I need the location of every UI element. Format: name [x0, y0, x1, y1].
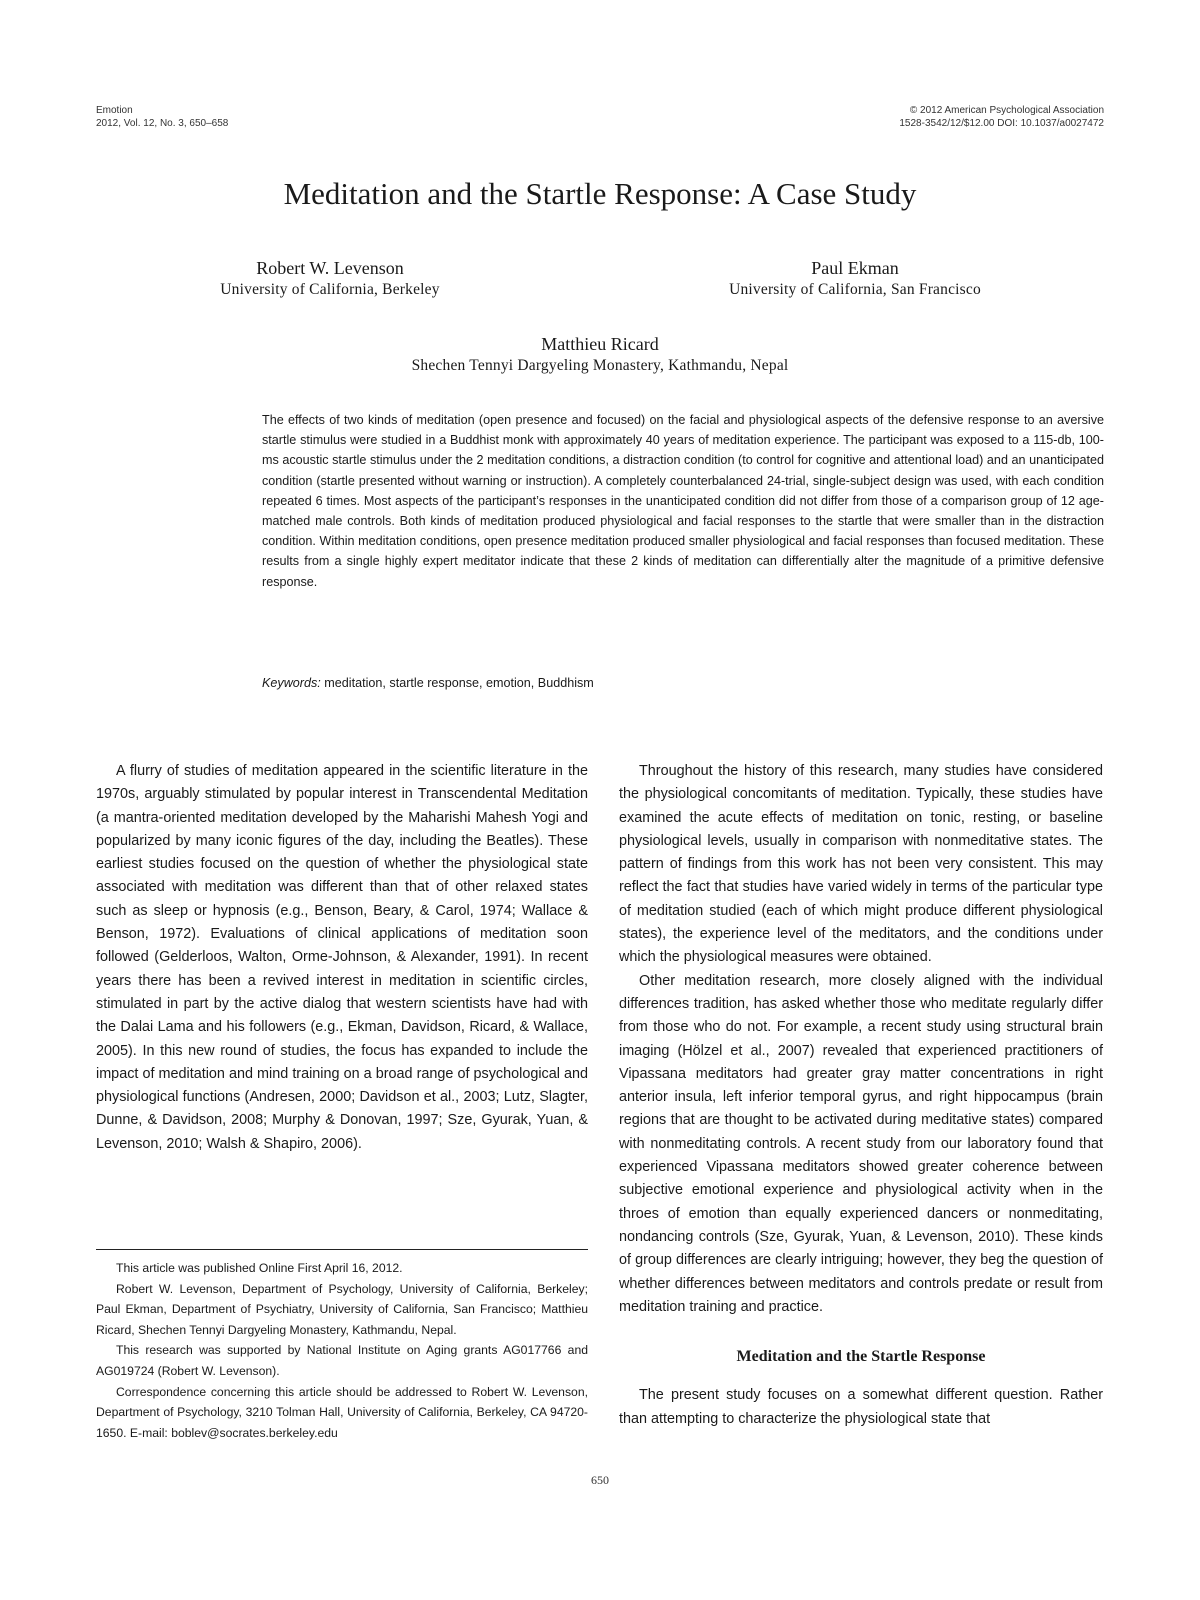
- author-name: Paul Ekman: [811, 258, 899, 278]
- author-affiliation: University of California, Berkeley: [220, 281, 440, 298]
- doi-line: 1528-3542/12/$12.00 DOI: 10.1037/a0027472: [899, 118, 1104, 129]
- journal-header: [96, 104, 228, 130]
- abstract: The effects of two kinds of meditation (open presence and focused) on the facial and physiological aspects of the defensive response to an aversive startle stimulus were studied in a Buddhist monk with approximately 40 years of meditation experience. The participant was exposed to a 115-db, 100-ms acoustic startle stimulus under the 2 meditation conditions, a distraction condition (to control for cognitive and attentional load) and an unanticipated condition (startle presented without warning or instruction). A completely counterbalanced 24-trial, single-subject design was used, with each condition repeated 6 times. Most aspects of the participant’s responses in the unanticipated condition did not differ from those of a comparison group of 12 age-matched male controls. Both kinds of meditation produced physiological and facial responses to the startle that were smaller than in the distraction condition. Within meditation conditions, open presence meditation produced smaller physiological and facial responses than focused meditation. These results from a single highly expert meditator indicate that these 2 kinds of meditation can differentially alter the magnitude of a primitive defensive response.: [262, 413, 1104, 589]
- body-paragraph: Other meditation research, more closely aligned with the individual differences tradition, has asked whether those who meditate regularly differ from those who do not. For example, a recent study using structural brain imaging (Hölzel et al., 2007) revealed that experienced practitioners of Vipassana meditators had greater gray matter concentrations in right anterior insula, left inferior temporal gyrus, and right hippocampus (brain regions that are thought to be activated during meditative states) compared with nonmeditating controls. A recent study from our laboratory found that experienced Vipassana meditators showed greater coherence between subjective emotional experience and physiological activity when in the throes of emotion than equally experienced dancers or nonmeditating, nondancing controls (Sze, Gyurak, Yuan, & Levenson, 2010). These kinds of group differences are clearly intriguing; however, they beg the question of whether differences between meditators and controls predate or result from meditation training and practice.: [619, 972, 1103, 1315]
- footnotes: [96, 1258, 588, 1443]
- footnote: Robert W. Levenson, Department of Psychology, University of California, Berkeley; Paul Ekman, Department of Psychiatry, University of California, San Francisco; Matthieu Ricard, Shechen Tennyi Dargyeling Monastery, Kathmandu, Nepal.: [96, 1281, 588, 1337]
- author-block: [700, 258, 1010, 300]
- author-block: [320, 334, 880, 376]
- copyright-header: [899, 104, 1104, 130]
- journal-name: Emotion: [96, 105, 133, 116]
- section-heading: Meditation and the Startle Response: [736, 1348, 986, 1366]
- body-paragraph: Throughout the history of this research, many studies have considered the physiological concomitants of meditation. Typically, these studies have examined the acute effects of meditation on tonic, resting, or baseline physiological levels, usually in comparison with nonmeditative states. The pattern of findings from this work has not been very consistent. This may reflect the fact that studies have varied widely in terms of the particular type of meditation studied (each of which might produce different physiological states), the experience level of the meditators, and the conditions under which the physiological measures were obtained.: [619, 763, 1103, 966]
- page-number: 650: [591, 1473, 609, 1487]
- author-name: Matthieu Ricard: [541, 334, 659, 354]
- author-block: [190, 258, 470, 300]
- keywords-text: meditation, startle response, emotion, Buddhism: [324, 676, 594, 690]
- footnote: Correspondence concerning this article should be addressed to Robert W. Levenson, Department of Psychology, 3210 Tolman Hall, University of California, Berkeley, CA 94720-1650. E-mail: boblev@socrates.berkeley.edu: [96, 1384, 588, 1440]
- paper-title: Meditation and the Startle Response: A Case Study: [283, 176, 917, 211]
- author-affiliation: University of California, San Francisco: [729, 281, 981, 298]
- body-paragraph: A flurry of studies of meditation appeared in the scientific literature in the 1970s, arguably stimulated by popular interest in Transcendental Meditation (a mantra-oriented meditation developed by the Maharishi Mahesh Yogi and popularized by many iconic figures of the day, including the Beatles). These earliest studies focused on the question of whether the physiological state associated with meditation was different than that of other relaxed states such as sleep or hypnosis (e.g., Benson, Beary, & Carol, 1974; Wallace & Benson, 1972). Evaluations of clinical applications of meditation soon followed (Gelderloos, Walton, Orme-Johnson, & Alexander, 1991). In recent years there has been a revived interest in meditation in scientific circles, stimulated in part by the active dialog that western scientists have had with the Dalai Lama and his followers (e.g., Ekman, Davidson, Ricard, & Wallace, 2005). In this new round of studies, the focus has expanded to include the impact of meditation and mind training on a broad range of psychological and physiological functions (Andresen, 2000; Davidson et al., 2003; Lutz, Slagter, Dunne, & Davidson, 2008; Murphy & Donovan, 1997; Sze, Gyurak, Yuan, & Levenson, 2010; Walsh & Shapiro, 2006).: [96, 763, 588, 1152]
- copyright-notice: © 2012 American Psychological Association: [909, 105, 1104, 116]
- footnote-divider: [96, 1249, 588, 1250]
- body-column-left: [96, 760, 588, 1156]
- body-column-right: [619, 760, 1103, 1431]
- keywords-label: Keywords:: [262, 676, 321, 690]
- author-name: Robert W. Levenson: [256, 258, 404, 278]
- footnote: This research was supported by National Institute on Aging grants AG017766 and AG019724 (Robert W. Levenson).: [96, 1343, 588, 1378]
- journal-citation: 2012, Vol. 12, No. 3, 650–658: [96, 118, 229, 129]
- author-affiliation: Shechen Tennyi Dargyeling Monastery, Kathmandu, Nepal: [411, 357, 789, 374]
- body-paragraph: The present study focuses on a somewhat different question. Rather than attempting to characterize the physiological state that: [619, 1387, 1103, 1427]
- footnote: This article was published Online First April 16, 2012.: [116, 1261, 403, 1275]
- keywords: [262, 676, 1104, 690]
